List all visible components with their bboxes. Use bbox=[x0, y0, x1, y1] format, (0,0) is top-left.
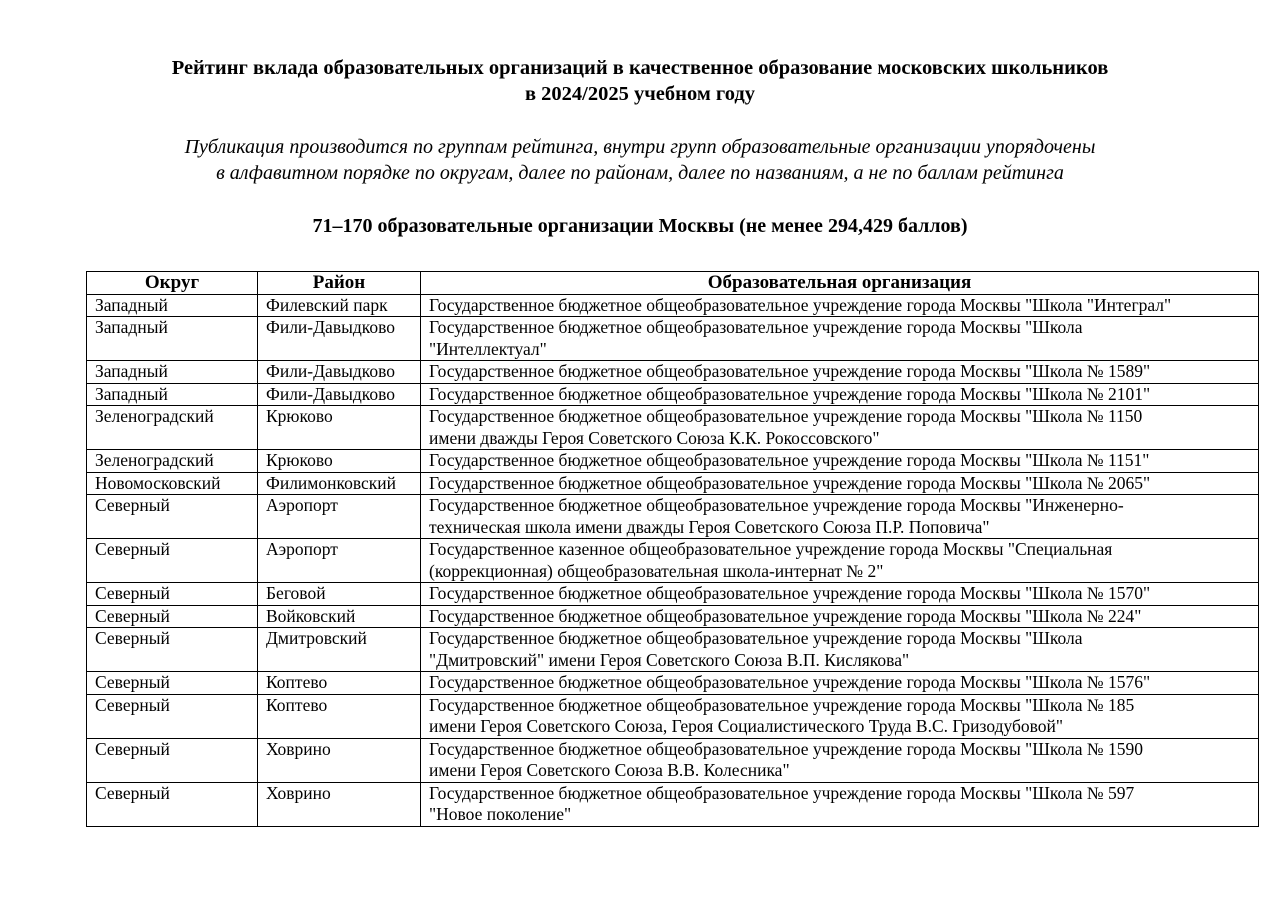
table-row bbox=[87, 383, 1259, 406]
cell-okrug: Северный bbox=[87, 782, 258, 826]
table-row bbox=[87, 694, 1259, 738]
cell-rayon: Филимонковский bbox=[258, 472, 421, 495]
cell-okrug: Северный bbox=[87, 672, 258, 695]
cell-okrug: Западный bbox=[87, 294, 258, 317]
cell-organization: Государственное бюджетное общеобразовательное учреждение города Москвы "Школа "Интеллектуал" bbox=[421, 317, 1259, 361]
organizations-table bbox=[86, 271, 1259, 827]
cell-organization: Государственное бюджетное общеобразовательное учреждение города Москвы "Инженерно- техническая школа имени дважды Героя Советского Союза П.Р. Поповича" bbox=[421, 495, 1259, 539]
cell-okrug: Северный bbox=[87, 539, 258, 583]
cell-okrug: Западный bbox=[87, 383, 258, 406]
cell-okrug: Западный bbox=[87, 361, 258, 384]
cell-rayon: Коптево bbox=[258, 694, 421, 738]
cell-organization: Государственное бюджетное общеобразовательное учреждение города Москвы "Школа № 1151" bbox=[421, 450, 1259, 473]
title-line-2: в 2024/2025 учебном году bbox=[524, 83, 755, 105]
table-row bbox=[87, 317, 1259, 361]
cell-rayon: Филевский парк bbox=[258, 294, 421, 317]
table-row bbox=[87, 782, 1259, 826]
table-row bbox=[87, 628, 1259, 672]
cell-organization: Государственное казенное общеобразовательное учреждение города Москвы "Специальная (коррекционная) общеобразовательная школа-интернат № 2" bbox=[421, 539, 1259, 583]
cell-okrug: Северный bbox=[87, 694, 258, 738]
table-row bbox=[87, 583, 1259, 606]
cell-okrug: Северный bbox=[87, 738, 258, 782]
cell-rayon: Крюково bbox=[258, 406, 421, 450]
table-row bbox=[87, 294, 1259, 317]
cell-organization: Государственное бюджетное общеобразовательное учреждение города Москвы "Школа № 1589" bbox=[421, 361, 1259, 384]
cell-rayon: Войковский bbox=[258, 605, 421, 628]
cell-organization: Государственное бюджетное общеобразовательное учреждение города Москвы "Школа № 185 имени Героя Советского Союза, Героя Социалистического Труда В.С. Гризодубовой" bbox=[421, 694, 1259, 738]
table-row bbox=[87, 539, 1259, 583]
cell-organization: Государственное бюджетное общеобразовательное учреждение города Москвы "Школа № 1590 имени Героя Советского Союза В.В. Колесника" bbox=[421, 738, 1259, 782]
cell-organization: Государственное бюджетное общеобразовательное учреждение города Москвы "Школа № 597 "Новое поколение" bbox=[421, 782, 1259, 826]
cell-rayon: Дмитровский bbox=[258, 628, 421, 672]
cell-okrug: Западный bbox=[87, 317, 258, 361]
cell-rayon: Фили-Давыдково bbox=[258, 317, 421, 361]
cell-organization: Государственное бюджетное общеобразовательное учреждение города Москвы "Школа № 1576" bbox=[421, 672, 1259, 695]
table-row bbox=[87, 738, 1259, 782]
column-header-organization: Образовательная организация bbox=[421, 272, 1259, 295]
table-body bbox=[87, 294, 1259, 826]
cell-okrug: Новомосковский bbox=[87, 472, 258, 495]
cell-organization: Государственное бюджетное общеобразовательное учреждение города Москвы "Школа № 2065" bbox=[421, 472, 1259, 495]
table-header-row bbox=[87, 272, 1259, 295]
cell-rayon: Фили-Давыдково bbox=[258, 361, 421, 384]
cell-okrug: Северный bbox=[87, 628, 258, 672]
cell-okrug: Северный bbox=[87, 495, 258, 539]
cell-rayon: Ховрино bbox=[258, 782, 421, 826]
table-row bbox=[87, 361, 1259, 384]
publication-note bbox=[0, 134, 1280, 186]
table-row bbox=[87, 472, 1259, 495]
cell-okrug: Северный bbox=[87, 583, 258, 606]
cell-rayon: Ховрино bbox=[258, 738, 421, 782]
cell-organization: Государственное бюджетное общеобразовательное учреждение города Москвы "Школа № 224" bbox=[421, 605, 1259, 628]
cell-rayon: Крюково bbox=[258, 450, 421, 473]
cell-organization: Государственное бюджетное общеобразовательное учреждение города Москвы "Школа № 1150 имени дважды Героя Советского Союза К.К. Рокоссовского" bbox=[421, 406, 1259, 450]
column-header-rayon: Район bbox=[258, 272, 421, 295]
column-header-okrug: Округ bbox=[87, 272, 258, 295]
table-row bbox=[87, 406, 1259, 450]
table-row bbox=[87, 495, 1259, 539]
document-title bbox=[0, 55, 1280, 107]
cell-rayon: Фили-Давыдково bbox=[258, 383, 421, 406]
cell-organization: Государственное бюджетное общеобразовательное учреждение города Москвы "Школа "Интеграл" bbox=[421, 294, 1259, 317]
note-line-2: в алфавитном порядке по округам, далее по районам, далее по названиям, а не по баллам рейтинга bbox=[216, 162, 1064, 184]
cell-organization: Государственное бюджетное общеобразовательное учреждение города Москвы "Школа "Дмитровский" имени Героя Советского Союза В.П. Кислякова" bbox=[421, 628, 1259, 672]
cell-rayon: Коптево bbox=[258, 672, 421, 695]
table-row bbox=[87, 450, 1259, 473]
cell-rayon: Беговой bbox=[258, 583, 421, 606]
cell-okrug: Зеленоградский bbox=[87, 450, 258, 473]
note-line-1: Публикация производится по группам рейтинга, внутри групп образовательные организации упорядочены bbox=[184, 136, 1096, 158]
cell-organization: Государственное бюджетное общеобразовательное учреждение города Москвы "Школа № 1570" bbox=[421, 583, 1259, 606]
title-line-1: Рейтинг вклада образовательных организаций в качественное образование московских школьников bbox=[171, 57, 1109, 79]
cell-rayon: Аэропорт bbox=[258, 495, 421, 539]
cell-rayon: Аэропорт bbox=[258, 539, 421, 583]
cell-okrug: Северный bbox=[87, 605, 258, 628]
table-row bbox=[87, 605, 1259, 628]
cell-okrug: Зеленоградский bbox=[87, 406, 258, 450]
group-heading: 71–170 образовательные организации Москвы (не менее 294,429 баллов) bbox=[312, 215, 968, 237]
cell-organization: Государственное бюджетное общеобразовательное учреждение города Москвы "Школа № 2101" bbox=[421, 383, 1259, 406]
table-row bbox=[87, 672, 1259, 695]
